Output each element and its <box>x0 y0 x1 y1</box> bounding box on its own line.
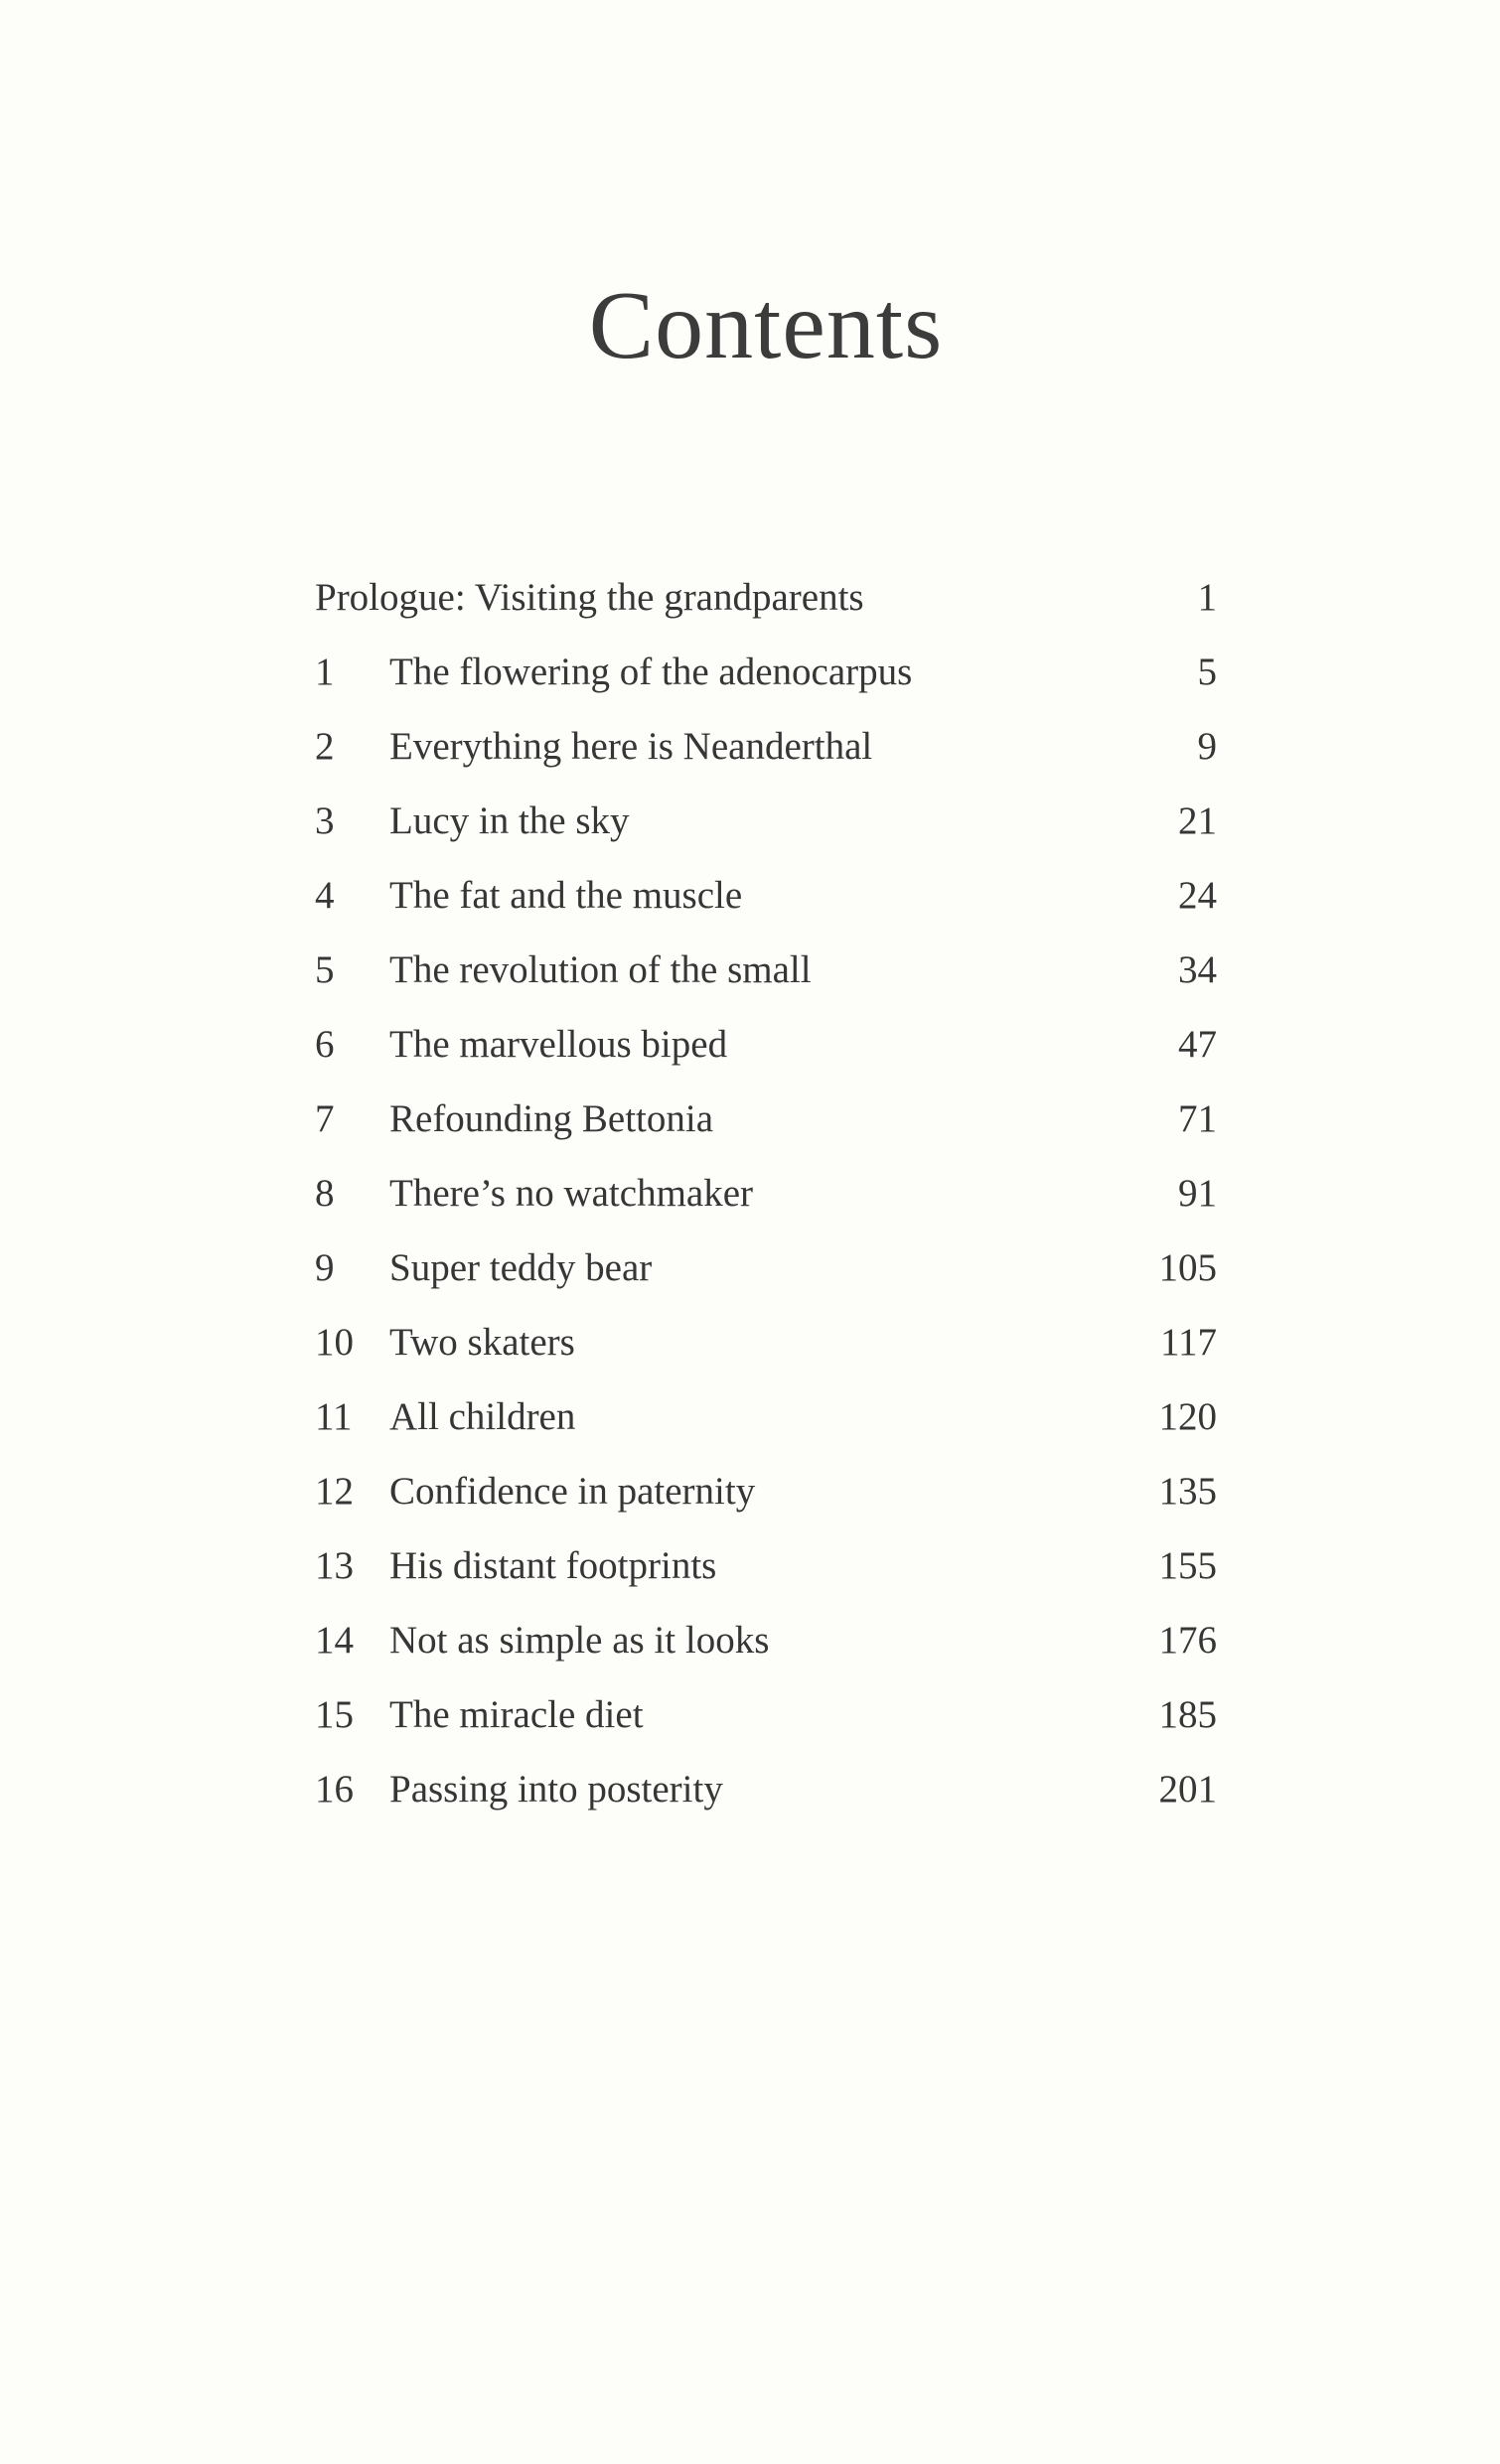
entry-page: 9 <box>1197 725 1217 768</box>
entry-page: 185 <box>1158 1693 1217 1736</box>
toc-entry[interactable] <box>315 1454 1217 1528</box>
entry-number: 8 <box>315 1172 335 1215</box>
entry-title: The fat and the muscle <box>389 874 743 917</box>
entry-number: 9 <box>315 1246 335 1289</box>
entry-page: 91 <box>1178 1172 1217 1215</box>
entry-number: 3 <box>315 799 335 842</box>
entry-page: 120 <box>1158 1395 1217 1438</box>
entry-page: 135 <box>1158 1470 1217 1513</box>
toc-entry[interactable] <box>315 1156 1217 1231</box>
toc-entry[interactable] <box>315 1379 1217 1454</box>
entry-number: 1 <box>315 651 335 693</box>
toc-entry-prologue[interactable] <box>315 560 1217 635</box>
entry-title: Confidence in paternity <box>389 1470 756 1513</box>
entry-page: 24 <box>1178 874 1217 917</box>
entry-title: The marvellous biped <box>389 1023 728 1066</box>
entry-page: 105 <box>1158 1246 1217 1289</box>
entry-number: 12 <box>315 1470 354 1513</box>
toc-entry[interactable] <box>315 709 1217 784</box>
entry-title: Lucy in the sky <box>389 799 630 842</box>
entry-page: 5 <box>1197 651 1217 693</box>
toc-entry[interactable] <box>315 1231 1217 1305</box>
toc-entry[interactable] <box>315 1752 1217 1826</box>
entry-title: Passing into posterity <box>389 1768 723 1811</box>
entry-page: 201 <box>1158 1768 1217 1811</box>
entry-page: 155 <box>1158 1544 1217 1587</box>
page-title: Contents <box>588 272 944 379</box>
toc-entry[interactable] <box>315 1603 1217 1677</box>
entry-page: 71 <box>1178 1097 1217 1140</box>
toc-entry[interactable] <box>315 858 1217 933</box>
entry-title: Two skaters <box>389 1321 575 1364</box>
entry-title: Not as simple as it looks <box>389 1619 770 1662</box>
entry-title: Refounding Bettonia <box>389 1097 714 1140</box>
entry-number: 13 <box>315 1544 354 1587</box>
entry-number: 15 <box>315 1693 354 1736</box>
entry-number: 5 <box>315 948 335 991</box>
entry-page: 47 <box>1178 1023 1217 1066</box>
entry-number: 16 <box>315 1768 354 1811</box>
entry-page: 21 <box>1178 799 1217 842</box>
toc-entry[interactable] <box>315 784 1217 858</box>
entry-number: 14 <box>315 1619 354 1662</box>
entry-page: 34 <box>1178 948 1217 991</box>
entry-title: The miracle diet <box>389 1693 644 1736</box>
toc-entry[interactable] <box>315 1528 1217 1603</box>
entry-number: 11 <box>315 1395 353 1438</box>
entry-number: 10 <box>315 1321 354 1364</box>
entry-title: The flowering of the adenocarpus <box>389 651 913 693</box>
entry-title: His distant footprints <box>389 1544 717 1587</box>
entry-title: All children <box>389 1395 576 1438</box>
table-of-contents <box>315 560 1217 1826</box>
toc-entry[interactable] <box>315 1677 1217 1752</box>
toc-entry[interactable] <box>315 933 1217 1007</box>
entry-title: Super teddy bear <box>389 1246 653 1289</box>
toc-entry[interactable] <box>315 1007 1217 1082</box>
entry-page: 117 <box>1159 1321 1217 1364</box>
toc-entry[interactable] <box>315 1305 1217 1379</box>
toc-entry[interactable] <box>315 635 1217 709</box>
entry-number: 2 <box>315 725 335 768</box>
entry-number: 7 <box>315 1097 335 1140</box>
entry-page: 176 <box>1158 1619 1217 1662</box>
entry-number: 4 <box>315 874 335 917</box>
entry-page: 1 <box>1197 576 1217 619</box>
entry-title: There’s no watchmaker <box>389 1172 754 1215</box>
toc-entry[interactable] <box>315 1082 1217 1156</box>
entry-number: 6 <box>315 1023 335 1066</box>
entry-title: Prologue: Visiting the grandparents <box>315 576 864 619</box>
entry-title: The revolution of the small <box>389 948 812 991</box>
entry-title: Everything here is Neanderthal <box>389 725 873 768</box>
